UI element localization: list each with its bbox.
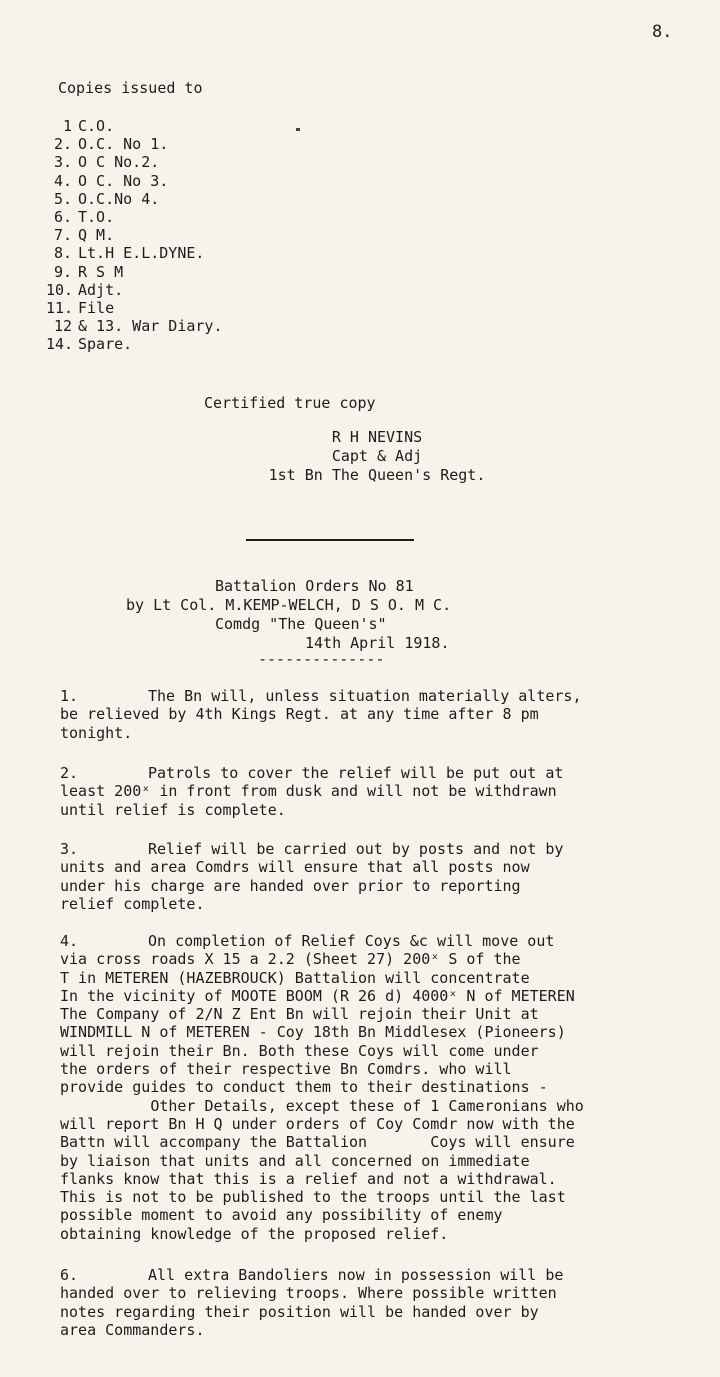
paragraph-line: Relief will be carried out by posts and not by xyxy=(148,840,564,858)
list-item-number: 14. xyxy=(46,335,74,354)
list-item xyxy=(46,299,223,317)
paragraph-3 xyxy=(60,840,690,913)
paragraph-line: In the vicinity of MOOTE BOOM (R 26 d) 4000ˣ N of METEREN xyxy=(60,986,575,1005)
paragraph-number: 4. xyxy=(60,932,79,950)
list-item-text: Adjt. xyxy=(78,280,124,299)
list-item-number: 4. xyxy=(53,171,72,190)
list-item-text: Q M. xyxy=(78,226,115,245)
list-item-text: O.C. No 1. xyxy=(78,135,169,154)
signature-block xyxy=(0,428,720,485)
list-item xyxy=(46,190,223,208)
copies-list xyxy=(46,117,223,353)
orders-by-line: by Lt Col. M.KEMP-WELCH, D S O. M C. xyxy=(126,596,452,614)
ink-mark xyxy=(296,128,300,131)
orders-command: Comdg "The Queen's" xyxy=(215,615,387,633)
orders-heading xyxy=(0,577,720,653)
list-item-number: 7. xyxy=(53,226,72,245)
paragraph-line: All extra Bandoliers now in possession will be xyxy=(148,1266,564,1284)
list-item xyxy=(46,281,223,299)
signatory-name: R H NEVINS xyxy=(331,428,423,446)
list-item-number: 10. xyxy=(46,280,74,299)
paragraph-line: be relieved by 4th Kings Regt. at any time after 8 pm xyxy=(60,705,539,724)
list-item-text: R S M xyxy=(78,262,124,281)
paragraph-number: 1. xyxy=(60,687,79,705)
paragraph-6 xyxy=(60,1266,690,1339)
paragraph-line: area Commanders. xyxy=(60,1320,205,1339)
paragraph-line: the orders of their respective Bn Comdrs. who will xyxy=(60,1060,512,1079)
paragraph-line: possible moment to avoid any possibility of enemy xyxy=(60,1206,503,1225)
paragraph-line: units and area Comdrs will ensure that all posts now xyxy=(60,858,530,877)
list-item-text: O C No.2. xyxy=(78,153,160,172)
paragraph-4 xyxy=(60,932,690,1243)
list-item-text: File xyxy=(78,298,115,317)
paragraph-line: This is not to be published to the troops until the last xyxy=(60,1188,566,1207)
paragraph-line: obtaining knowledge of the proposed relief. xyxy=(60,1224,449,1243)
paragraph-number: 3. xyxy=(60,840,79,858)
certification-label: Certified true copy xyxy=(204,394,376,412)
list-item-number: 11. xyxy=(46,298,74,317)
paragraph-line: The Bn will, unless situation materially alters, xyxy=(148,687,582,705)
list-item-text: O.C.No 4. xyxy=(78,189,160,208)
paragraph-line: relief complete. xyxy=(60,894,205,913)
list-item-number: 5. xyxy=(53,189,72,208)
list-item-text: & 13. War Diary. xyxy=(78,317,223,336)
orders-rule: -------------- xyxy=(258,650,385,668)
paragraph-line: T in METEREN (HAZEBROUCK) Battalion will concentrate xyxy=(60,968,530,987)
list-item xyxy=(46,244,223,262)
paragraph-number: 2. xyxy=(60,764,79,782)
paragraph-line: flanks know that this is a relief and not a withdrawal. xyxy=(60,1169,557,1188)
list-item xyxy=(46,335,223,353)
signatory-rank: Capt & Adj xyxy=(331,447,423,465)
copies-heading: Copies issued to xyxy=(58,79,203,97)
paragraph-2 xyxy=(60,764,690,819)
paragraph-line: Battn will accompany the Battalion Coys will ensure xyxy=(60,1133,575,1152)
list-item-number: 6. xyxy=(53,207,72,226)
paragraph-line: tonight. xyxy=(60,723,133,742)
paragraph-line: least 200ˣ in front from dusk and will not be withdrawn xyxy=(60,782,557,801)
section-divider xyxy=(246,539,414,541)
list-item-number: 1 xyxy=(62,117,72,135)
paragraph-line: will rejoin their Bn. Both these Coys will come under xyxy=(60,1041,539,1060)
paragraph-number: 6. xyxy=(60,1266,79,1284)
paragraph-line: The Company of 2/N Z Ent Bn will rejoin their Unit at xyxy=(60,1005,539,1024)
list-item xyxy=(46,135,223,153)
list-item xyxy=(46,208,223,226)
paragraph-line: under his charge are handed over prior to reporting xyxy=(60,876,521,895)
paragraph-line: On completion of Relief Coys &c will move out xyxy=(148,932,555,950)
list-item-number: 2. xyxy=(53,135,72,154)
list-item-number: 8. xyxy=(53,244,72,263)
list-item xyxy=(46,317,223,335)
list-item-text: O C. No 3. xyxy=(78,171,169,190)
page-number: 8. xyxy=(652,22,673,42)
list-item-text: Lt.H E.L.DYNE. xyxy=(78,244,205,263)
orders-date: 14th April 1918. xyxy=(305,634,450,652)
list-item-text: T.O. xyxy=(78,207,115,226)
paragraph-line: WINDMILL N of METEREN - Coy 18th Bn Middlesex (Pioneers) xyxy=(60,1023,566,1042)
paragraph-line: Patrols to cover the relief will be put out at xyxy=(148,764,564,782)
list-item-text: Spare. xyxy=(78,335,133,354)
list-item-number: 3. xyxy=(53,153,72,172)
paragraph-line: notes regarding their position will be handed over by xyxy=(60,1302,539,1321)
list-item xyxy=(46,263,223,281)
list-item-number: 9. xyxy=(53,262,72,281)
list-item xyxy=(46,226,223,244)
list-item-text: C.O. xyxy=(78,117,115,135)
paragraph-line: handed over to relieving troops. Where possible written xyxy=(60,1284,557,1303)
paragraph-line: by liaison that units and all concerned on immediate xyxy=(60,1151,530,1170)
paragraph-line: will report Bn H Q under orders of Coy Comdr now with the xyxy=(60,1114,575,1133)
list-item xyxy=(46,172,223,190)
orders-title: Battalion Orders No 81 xyxy=(215,577,414,595)
list-item xyxy=(46,117,223,135)
list-item xyxy=(46,153,223,171)
paragraph-line: provide guides to conduct them to their destinations - xyxy=(60,1078,548,1097)
list-item-number: 12 xyxy=(53,317,72,336)
paragraph-line: via cross roads X 15 a 2.2 (Sheet 27) 200ˣ S of the xyxy=(60,950,521,969)
paragraph-line: until relief is complete. xyxy=(60,800,286,819)
signatory-unit: 1st Bn The Queen's Regt. xyxy=(268,466,486,484)
paragraph-1 xyxy=(60,687,690,742)
paragraph-line: Other Details, except these of 1 Cameronians who xyxy=(150,1096,584,1115)
